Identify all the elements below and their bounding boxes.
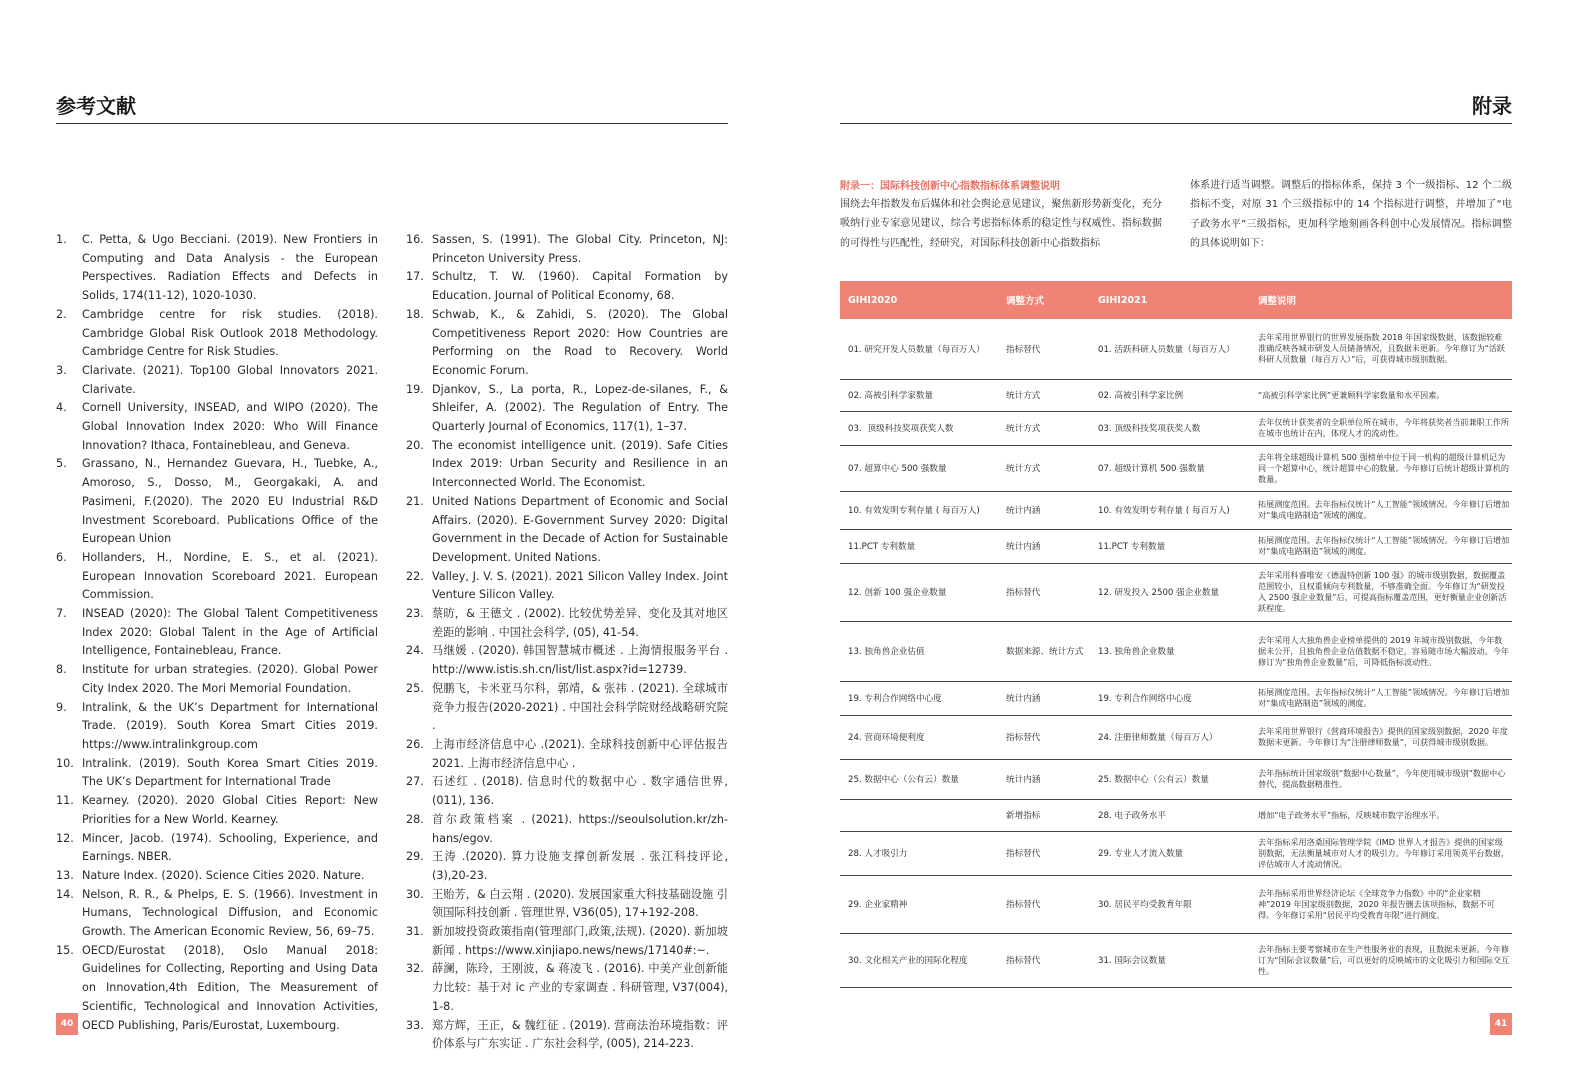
cell-method: 指标替代 — [998, 831, 1090, 875]
reference-number: 1. — [56, 233, 67, 246]
reference-number: 19. — [406, 382, 424, 396]
reference-item — [406, 268, 728, 305]
reference-item — [56, 886, 378, 942]
table-header-row — [840, 281, 1512, 319]
header-method: 调整方式 — [1006, 296, 1045, 307]
cell-note: 去年采用科睿唯安《德温特创新 100 强》的城市级别数据，数据覆盖范围较小，且权重倾向专利数量，不够准确全面。今年修订为“研发投入 2500 强企业数量”后，可提高指标覆盖范围，更好衡量企业创新活跃程度。 — [1250, 563, 1512, 621]
reference-number: 2. — [56, 307, 67, 321]
table-row — [840, 379, 1512, 411]
reference-number: 21. — [406, 494, 424, 508]
cell-method: 统计方式 — [998, 411, 1090, 445]
reference-number: 10. — [56, 756, 74, 770]
cell-method: 统计方式 — [998, 379, 1090, 411]
reference-item — [56, 792, 378, 829]
cell-note: 去年采用世界银行的世界发展指数 2018 年国家级数据，该数据较难准确反映各城市研发人员储备情况，且数据未更新。今年修订为“活跃科研人员数量（每百万人）”后，可获得城市级别数据。 — [1250, 319, 1512, 379]
table-row — [840, 445, 1512, 491]
cell-gihi2020: 11.PCT 专利数量 — [840, 529, 998, 563]
table-row — [840, 563, 1512, 621]
reference-text: 蔡昉，& 王德文 . (2002). 比较优势差异、变化及其对地区差距的影响 . 中国社会科学, (05), 41-54. — [432, 607, 728, 639]
reference-number: 15. — [56, 943, 74, 957]
reference-item — [406, 381, 728, 437]
cell-note: 去年指标采用洛桑国际管理学院《IMD 世界人才报告》提供的国家级别数据，无法衡量城市对人才的吸引力。今年修订采用领英平台数据，评估城市人才流动情况。 — [1250, 831, 1512, 875]
reference-text: United Nations Department of Economic and Social Affairs. (2020). E-Government Survey 2020: Digital Government in the Decade of Action for Sustainable Development. United Nations. — [432, 494, 728, 564]
table-row — [840, 319, 1512, 379]
page-number-right: 41 — [1490, 1013, 1512, 1035]
page-title-right: 附录 — [1472, 94, 1512, 118]
reference-item — [406, 886, 728, 923]
cell-method: 统计内涵 — [998, 681, 1090, 715]
reference-item — [406, 568, 728, 605]
reference-number: 5. — [56, 457, 67, 471]
reference-text: Nelson, R. R., & Phelps, E. S. (1966). Investment in Humans, Technological Diffusion, and Economic Growth. The American Economic Review, 56, 69–75. — [82, 887, 378, 939]
cell-gihi2021: 28. 电子政务水平 — [1090, 799, 1250, 831]
reference-item — [56, 399, 378, 455]
reference-item — [56, 755, 378, 792]
table-row — [840, 411, 1512, 445]
header-note: 调整说明 — [1258, 296, 1297, 307]
reference-text: 石述红 . (2018). 信息时代的数据中心 . 数字通信世界, (011), 136. — [432, 775, 728, 808]
reference-text: 王涛 .(2020). 算力设施支撑创新发展 . 张江科技评论,(3),20-23. — [432, 850, 728, 882]
cell-gihi2020: 03．顶级科技奖项获奖人数 — [840, 411, 998, 445]
cell-method: 统计内涵 — [998, 759, 1090, 799]
reference-text: Valley, J. V. S. (2021). 2021 Silicon Valley Index. Joint Venture Silicon Valley. — [432, 569, 728, 602]
cell-method: 指标替代 — [998, 875, 1090, 933]
reference-number: 12. — [56, 831, 74, 845]
reference-number: 6. — [56, 550, 67, 564]
reference-item — [56, 455, 378, 549]
reference-number: 4. — [56, 401, 67, 415]
reference-item — [406, 493, 728, 568]
cell-gihi2020 — [840, 799, 998, 831]
reference-item — [406, 605, 728, 642]
cell-gihi2020: 28. 人才吸引力 — [840, 831, 998, 875]
reference-text: Kearney. (2020). 2020 Global Cities Report: New Priorities for a New World. Kearney. — [82, 794, 378, 826]
table-row — [840, 875, 1512, 933]
table-row — [840, 491, 1512, 529]
reference-item — [56, 231, 378, 306]
cell-gihi2020: 13. 独角兽企业估值 — [840, 621, 998, 681]
cell-note: 增加“电子政务水平”指标，反映城市数字治理水平。 — [1250, 799, 1512, 831]
cell-method: 指标替代 — [998, 563, 1090, 621]
intro-text-right: 体系进行适当调整。调整后的指标体系，保持 3 个一级指标、12 个二级指标不变，对原 31 个三级指标中的 14 个指标进行调整，并增加了“电子政务水平”三级指标，更加科学地刻画各科创中心发展情况。指标调整的具体说明如下： — [1190, 180, 1512, 250]
table-row — [840, 621, 1512, 681]
reference-number: 3. — [56, 363, 67, 377]
reference-text: Intralink, & the UK’s Department for International Trade. (2019). South Korea Smart Cities 2019. https://www.intralinkgroup.com — [82, 700, 378, 751]
reference-item — [406, 1017, 728, 1054]
reference-item — [406, 642, 728, 679]
reference-number: 20. — [406, 438, 424, 452]
cell-gihi2021: 11.PCT 专利数量 — [1090, 529, 1250, 563]
reference-text: Intralink. (2019). South Korea Smart Cities 2019. The UK’s Department for International Trade — [82, 756, 378, 789]
reference-text: Sassen, S. (1991). The Global City. Princeton, NJ: Princeton University Press. — [432, 233, 728, 265]
cell-note: 去年指标采用世界经济论坛《全球竞争力指数》中的“企业家精神”2019 年国家级别数据，2020 年报告删去该项指标，数据不可得。今年修订采用“居民平均受教育年限”进行测度。 — [1250, 875, 1512, 933]
cell-gihi2021: 31. 国际会议数量 — [1090, 933, 1250, 987]
cell-note: “高被引科学家比例”更兼顾科学家数量和水平因素。 — [1250, 379, 1512, 411]
reference-text: Cambridge centre for risk studies. (2018). Cambridge Global Risk Outlook 2018 Methodology. Cambridge Centre for Risk Studies. — [82, 307, 378, 359]
reference-item — [406, 811, 728, 848]
reference-number: 13. — [56, 868, 74, 882]
cell-gihi2021: 19. 专利合作网络中心度 — [1090, 681, 1250, 715]
cell-note: 拓展测度范围。去年指标仅统计“人工智能”领域情况。今年修订后增加对“集成电路制造”领域的测度。 — [1250, 529, 1512, 563]
reference-text: Hollanders, H., Nordine, E. S., et al. (2021). European Innovation Scoreboard 2021. European Commission. — [82, 550, 378, 602]
reference-text: Schwab, K., & Zahidi, S. (2020). The Global Competitiveness Report 2020: How Countries are Performing on the Road to Recovery. World Economic Forum. — [432, 307, 728, 377]
reference-item — [56, 306, 378, 362]
reference-item — [56, 830, 378, 867]
reference-number: 26. — [406, 737, 424, 751]
reference-text: 薛澜，陈玲，王刚波，& 蒋凌飞 . (2016). 中美产业创新能力比较：基于对 ic 产业的专家调查 . 科研管理, V37(004), 1-8. — [432, 962, 728, 1013]
cell-gihi2021: 07. 超级计算机 500 强数量 — [1090, 445, 1250, 491]
cell-gihi2021: 30. 居民平均受教育年限 — [1090, 875, 1250, 933]
reference-text: 首尔政策档案 . (2021). https://seoulsolution.kr/zh-hans/egov. — [432, 812, 728, 845]
reference-item — [56, 942, 378, 1036]
reference-text: Cornell University, INSEAD, and WIPO (2020). The Global Innovation Index 2020: Who Will Finance Innovation? Ithaca, Fontainebleau, and Geneva. — [82, 401, 378, 452]
reference-item — [406, 960, 728, 1016]
cell-gihi2020: 10. 有效发明专利存量 ( 每百万人) — [840, 491, 998, 529]
cell-note: 去年采用世界银行《营商环境报告》提供的国家级别数据，2020 年度数据未更新。今年修订为“注册律师数量”，可获得城市级别数据。 — [1250, 715, 1512, 759]
title-rule-left — [56, 123, 728, 124]
reference-number: 28. — [406, 812, 424, 826]
reference-text: The economist intelligence unit. (2019). Safe Cities Index 2019: Urban Security and Resilience in an Interconnected World. The Economist. — [432, 438, 728, 490]
cell-gihi2020: 25. 数据中心（公有云）数量 — [840, 759, 998, 799]
cell-note: 去年采用人大独角兽企业榜单提供的 2019 年城市级别数据，今年数据未公开，且独角兽企业估值数据不稳定，容易随市场大幅波动。今年修订为“独角兽企业数量”后，可降低指标波动性。 — [1250, 621, 1512, 681]
header-gihi2020: GIHI2020 — [848, 294, 898, 306]
reference-number: 25. — [406, 681, 424, 695]
cell-gihi2020: 30. 文化相关产业的国际化程度 — [840, 933, 998, 987]
cell-method: 统计内涵 — [998, 491, 1090, 529]
reference-text: Mincer, Jacob. (1974). Schooling, Experience, and Earnings. NBER. — [82, 831, 378, 864]
cell-note: 去年将全球超级计算机 500 强榜单中位于同一机构的超级计算机记为同一个超算中心，统计超算中心的数量。今年修订后统计超级计算机的数量。 — [1250, 445, 1512, 491]
cell-method: 指标替代 — [998, 319, 1090, 379]
cell-method: 统计方式 — [998, 445, 1090, 491]
cell-gihi2020: 19. 专利合作网络中心度 — [840, 681, 998, 715]
reference-number: 29. — [406, 850, 424, 864]
reference-text: Schultz, T. W. (1960). Capital Formation by Education. Journal of Political Economy, 68. — [432, 270, 728, 303]
reference-text: Grassano, N., Hernandez Guevara, H., Tuebke, A., Amoroso, S., Dosso, M., Georgakaki, A. and Pasimeni, F.(2020). The 2020 EU Industrial R&D Investment Scoreboard. Publications Office of the European Union — [82, 457, 378, 546]
reference-item — [406, 923, 728, 960]
cell-note: 拓展测度范围。去年指标仅统计“人工智能”领域情况。今年修订后增加对“集成电路制造”领域的测度。 — [1250, 491, 1512, 529]
cell-method: 统计内涵 — [998, 529, 1090, 563]
cell-gihi2021: 03. 顶级科技奖项获奖人数 — [1090, 411, 1250, 445]
reference-text: OECD/Eurostat (2018), Oslo Manual 2018: Guidelines for Collecting, Reporting and Using Data on Innovation,4th Edition, The Measurement of Scientific, Technological and Innovation Activities, OECD Publishing, Paris/Eurostat, Luxembourg. — [82, 943, 378, 1032]
table-row — [840, 529, 1512, 563]
reference-number: 17. — [406, 270, 424, 284]
cell-gihi2020: 24. 营商环境便利度 — [840, 715, 998, 759]
reference-number: 27. — [406, 775, 424, 789]
reference-text: 上海市经济信息中心 .(2021). 全球科技创新中心评估报告 2021. 上海市经济信息中心 . — [432, 737, 728, 770]
page-number-left: 40 — [56, 1013, 78, 1035]
cell-method: 新增指标 — [998, 799, 1090, 831]
reference-list-col1 — [56, 231, 378, 1035]
reference-text: 马继媛 . (2020). 韩国智慧城市概述 . 上海情报服务平台 . http://www.istis.sh.cn/list/list.aspx?id=12739. — [432, 644, 728, 677]
cell-gihi2020: 02. 高被引科学家数量 — [840, 379, 998, 411]
reference-number: 14. — [56, 887, 74, 901]
reference-item — [406, 736, 728, 773]
cell-gihi2021: 13. 独角兽企业数量 — [1090, 621, 1250, 681]
cell-method: 指标替代 — [998, 715, 1090, 759]
reference-number: 11. — [56, 794, 74, 808]
reference-number: 32. — [406, 962, 424, 976]
cell-gihi2021: 10. 有效发明专利存量 ( 每百万人) — [1090, 491, 1250, 529]
header-gihi2021: GIHI2021 — [1098, 294, 1148, 306]
reference-text: C. Petta, & Ugo Becciani. (2019). New Frontiers in Computing and Data Analysis - the European Perspectives. Radiation Effects and Defects in Solids, 174(11-12), 1020-1030. — [82, 233, 378, 303]
appendix-heading: 附录一：国际科技创新中心指数指标体系调整说明 — [840, 181, 1060, 192]
reference-text: Djankov, S., La porta, R., Lopez-de-silanes, F., & Shleifer, A. (2002). The Regulation of Entry. The Quarterly Journal of Economics, 117(1), 1–37. — [432, 382, 728, 434]
cell-gihi2021: 29. 专业人才流入数量 — [1090, 831, 1250, 875]
cell-gihi2020: 12. 创新 100 强企业数量 — [840, 563, 998, 621]
reference-text: 王贻芳，& 白云翔 . (2020). 发展国家重大科技基础设施 引领国际科技创新 . 管理世界, V36(05), 17+192-208. — [432, 887, 728, 920]
cell-note: 拓展测度范围。去年指标仅统计“人工智能”领域情况。今年修订后增加对“集成电路制造”领域的测度。 — [1250, 681, 1512, 715]
cell-note: 去年指标主要考察城市在生产性服务业的表现，且数据未更新。今年修订为“国际会议数量”后，可以更好的反映城市的文化吸引力和国际交互性。 — [1250, 933, 1512, 987]
reference-item — [406, 437, 728, 493]
cell-gihi2020: 07. 超算中心 500 强数量 — [840, 445, 998, 491]
reference-text: Clarivate. (2021). Top100 Global Innovators 2021. Clarivate. — [82, 363, 378, 396]
reference-number: 24. — [406, 644, 424, 658]
reference-item — [56, 605, 378, 661]
cell-gihi2021: 01. 活跃科研人员数量（每百万人） — [1090, 319, 1250, 379]
reference-text: 郑方辉，王正，& 魏红征 . (2019). 营商法治环境指数：评价体系与广东实证 . 广东社会科学, (005), 214-223. — [432, 1018, 728, 1051]
title-rule-right — [840, 123, 1512, 124]
cell-note: 去年仅统计获奖者的全职单位所在城市，今年将获奖者当前兼职工作所在城市也统计在内，体现人才的流动性。 — [1250, 411, 1512, 445]
reference-text: 新加坡投资政策指南(管理部门,政策,法规). (2020). 新加坡新闻 . https://www.xinjiapo.news/news/17140#:~. — [432, 925, 728, 957]
reference-number: 18. — [406, 307, 424, 321]
cell-gihi2020: 01. 研究开发人员数量（每百万人） — [840, 319, 998, 379]
reference-text: Nature Index. (2020). Science Cities 2020. Nature. — [82, 868, 365, 882]
reference-number: 31. — [406, 925, 424, 939]
cell-method: 指标替代 — [998, 933, 1090, 987]
reference-item — [406, 773, 728, 810]
table-row — [840, 759, 1512, 799]
cell-gihi2021: 02. 高被引科学家比例 — [1090, 379, 1250, 411]
reference-item — [406, 306, 728, 381]
reference-item — [56, 867, 378, 886]
reference-item — [56, 362, 378, 399]
table-row — [840, 933, 1512, 987]
table-row — [840, 799, 1512, 831]
reference-text: 倪鹏飞，卡米亚马尔科，郭靖，& 张祎 . (2021). 全球城市竞争力报告(2020-2021) . 中国社会科学院财经战略研究院 . — [432, 681, 728, 733]
page-title-left: 参考文献 — [56, 94, 136, 118]
intro-text-left: 围绕去年指数发布后媒体和社会舆论意见建议，聚焦新形势新变化，充分吸纳行业专家意见建议，综合考虑指标体系的稳定性与权威性、指标数据的可得性与匹配性，经研究，对国际科技创新中心指数指标 — [840, 199, 1162, 249]
reference-item — [406, 680, 728, 736]
reference-number: 30. — [406, 887, 424, 901]
cell-gihi2021: 24. 注册律师数量（每百万人） — [1090, 715, 1250, 759]
reference-number: 22. — [406, 569, 424, 583]
reference-number: 33. — [406, 1018, 424, 1032]
table-row — [840, 831, 1512, 875]
reference-number: 7. — [56, 607, 67, 621]
cell-note: 去年指标统计国家级别“数据中心数量”，今年使用城市级别“数据中心替代，提高数据精准性。 — [1250, 759, 1512, 799]
cell-gihi2021: 12. 研发投入 2500 强企业数量 — [1090, 563, 1250, 621]
cell-method: 数据来源、统计方式 — [998, 621, 1090, 681]
cell-gihi2020: 29. 企业家精神 — [840, 875, 998, 933]
reference-number: 16. — [406, 233, 424, 246]
reference-item — [56, 661, 378, 698]
reference-text: Institute for urban strategies. (2020). Global Power City Index 2020. The Mori Memorial Foundation. — [82, 663, 378, 695]
adjustment-table — [840, 281, 1512, 988]
reference-list-col2 — [406, 231, 728, 1054]
reference-item — [56, 549, 378, 605]
reference-number: 8. — [56, 663, 67, 677]
cell-gihi2021: 25. 数据中心（公有云）数量 — [1090, 759, 1250, 799]
table-row — [840, 715, 1512, 759]
reference-number: 23. — [406, 607, 424, 621]
table-row — [840, 681, 1512, 715]
reference-item — [406, 848, 728, 885]
reference-text: INSEAD (2020): The Global Talent Competitiveness Index 2020: Global Talent in the Age of Artificial Intelligence, Fontainebleau, France. — [82, 607, 378, 658]
reference-number: 9. — [56, 700, 67, 714]
reference-item — [56, 699, 378, 755]
reference-item — [406, 231, 728, 268]
